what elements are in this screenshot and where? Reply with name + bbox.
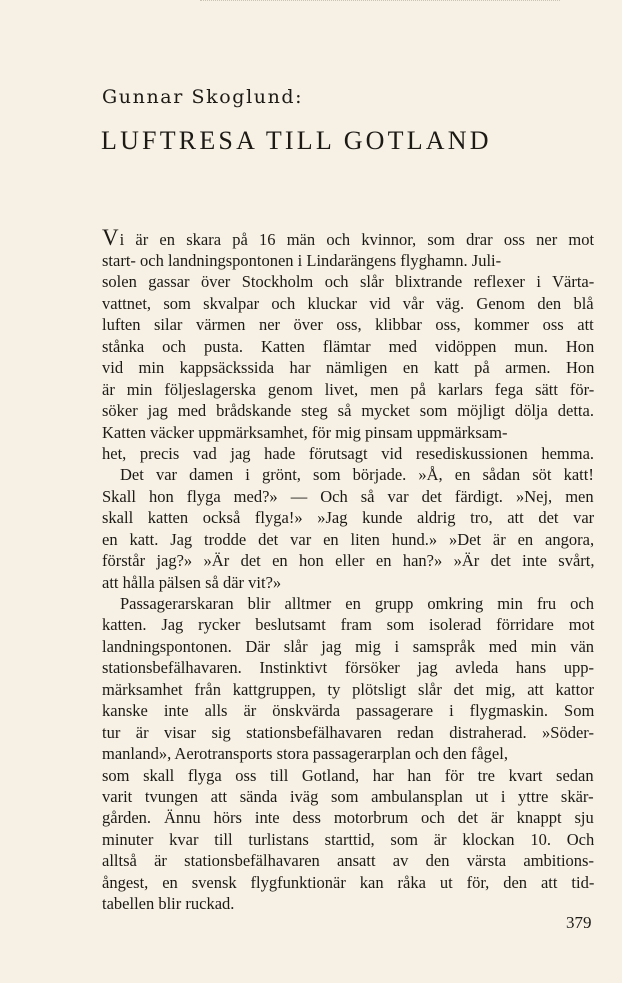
chapter-title: LUFTRESA TILL GOTLAND	[101, 126, 492, 155]
body-line: luften silar värmen ner över oss, klibbar oss, kommer oss att	[102, 315, 594, 335]
body-line: stationsbefälhavaren. Instinktivt försöker jag avleda hans upp-	[102, 658, 595, 678]
body-line: alltså är stationsbefälhavaren ansatt av den värsta ambitions-	[102, 851, 594, 871]
body-line: en katt. Jag trodde det var en liten hund.» »Det är en angora,	[102, 529, 595, 549]
body-line: start- och landningspontonen i Lindarängens flyghamn. Juli-	[102, 251, 502, 270]
paragraph-start-line: Passagerarskaran blir alltmer en grupp omkring min fru och	[120, 594, 595, 613]
body-line: Katten väcker uppmärksamhet, för mig pinsam uppmärksam-	[102, 422, 508, 442]
author-name: Gunnar Skoglund:	[102, 86, 304, 108]
page-number: 379	[566, 913, 592, 932]
body-line-first	[102, 225, 594, 250]
body-line: är min följeslagerska genom livet, men på karlars fega sätt för-	[102, 379, 595, 399]
body-line: vattnet, som skvalpar och kluckar vid vår väg. Genom den blå	[102, 293, 594, 313]
body-line: katten. Jag rycker beslutsamt fram som isolerad förridare mot	[102, 615, 595, 635]
body-line: Skall hon flyga med?» — Och så var det färdigt. »Nej, men	[102, 486, 594, 506]
paragraph-start-line: Det var damen i grönt, som började. »Å, en sådan söt katt!	[120, 465, 594, 485]
body-line: som skall flyga oss till Gotland, har han för tre kvart sedan	[102, 765, 594, 785]
body-line: landningspontonen. Där slår jag mig i samspråk med min vän	[102, 636, 595, 656]
body-line: het, precis vad jag hade förutsagt vid resediskussionen hemma.	[102, 443, 595, 463]
body-line: solen gassar över Stockholm och slår blixtrande reflexer i Värta-	[102, 272, 595, 292]
body-line: söker jag med brådskande steg så mycket som möjligt dölja detta.	[102, 401, 594, 421]
top-edge-divider	[200, 0, 560, 3]
body-line: minuter kvar till turlistans starttid, som är klockan 10. Och	[102, 829, 595, 849]
body-line: ångest, en svensk flygfunktionär kan råka ut för, den att tid-	[102, 872, 595, 892]
body-line: att hålla pälsen så där vit?»	[102, 572, 282, 592]
body-line: tabellen blir ruckad.	[102, 894, 235, 914]
body-line: skall katten också flyga!» »Jag kunde aldrig tro, att det var	[102, 508, 595, 528]
body-line: stånka och pusta. Katten flämtar med vidöppen mun. Hon	[102, 336, 595, 356]
body-line: gården. Ännu hörs inte dess motorbrum och det är knappt sju	[102, 808, 594, 828]
body-line: kanske inte alls är önskvärda passagerare i flygmaskin. Som	[102, 701, 595, 721]
body-line: varit tvungen att sända iväg som ambulansplan ut i yttre skär-	[102, 786, 594, 806]
body-line: manland», Aerotransports stora passagerarplan och den fågel,	[102, 744, 508, 764]
body-text	[102, 225, 594, 915]
first-line-text: i är en skara på 16 män och kvinnor, som drar oss ner mot	[119, 230, 595, 249]
body-line: tur är visar sig stationsbefälhavaren redan distraherad. »Söder-	[102, 722, 594, 742]
body-line: märksamhet från kattgruppen, ty plötsligt slår det mig, att kattor	[102, 679, 594, 699]
body-line: vid min kappsäckssida har nämligen en katt på armen. Hon	[102, 358, 595, 378]
drop-cap: V	[102, 225, 120, 250]
body-line: förstår jag?» »Är det en hon eller en han?» »Är det inte svårt,	[102, 551, 595, 571]
